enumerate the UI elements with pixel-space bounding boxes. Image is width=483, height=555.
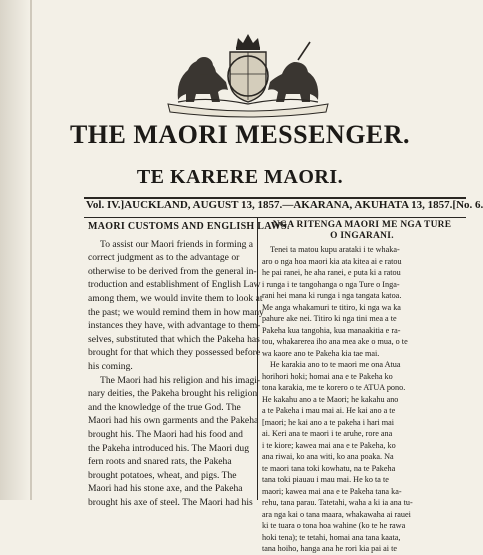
text-line: The Maori had his religion and his imagi- xyxy=(100,374,261,386)
text-line: To assist our Maori friends in forming a xyxy=(100,238,254,250)
text-line: te maori tana toki kowhatu, na te Pakeha xyxy=(262,463,396,473)
maori-column-title xyxy=(262,220,462,242)
newspaper-title: THE MAORI MESSENGER. xyxy=(69,120,411,149)
english-column-title: MAORI CUSTOMS AND ENGLISH LAWS. xyxy=(88,221,290,232)
text-line: Maori had his stone axe, and the Pakeha xyxy=(88,483,243,495)
text-line: Pakeha kua tangohia, kua manaakitia e ra- xyxy=(262,325,401,335)
text-line: a te Pakeha i mau mai ai. He kai ano a te xyxy=(262,406,396,415)
text-line: aro o nga hoa maori kia ata kitea ai e ratou xyxy=(262,256,402,266)
text-line: tona karakia, me te korero o te ATUA pono. xyxy=(262,383,406,392)
dateline xyxy=(84,199,483,217)
text-line: nary deities, the Pakeha brought his religion xyxy=(88,388,258,400)
text-line: the past; we would remind them in how many xyxy=(88,306,264,318)
page-shadow xyxy=(0,0,30,500)
text-line: tou, whakarerea iho ana mea ake o mua, o te xyxy=(262,337,408,346)
text-line: his coming. xyxy=(88,360,133,372)
newspaper-subtitle: TE KARERE MAORI. xyxy=(136,166,344,188)
text-line: horihori hoki; homai ana e te Pakeha ko xyxy=(262,371,393,381)
maori-title-line-2: O INGARANI. xyxy=(330,231,394,241)
text-line: troduction and establishment of English Law xyxy=(88,279,261,291)
text-line: pahure ake nei. Titiro ki nga tini mea a te xyxy=(262,314,397,323)
royal-coat-of-arms-icon xyxy=(148,30,348,114)
english-column xyxy=(88,220,290,509)
text-line: the Pakeha introduced his. The Maori dug xyxy=(88,442,250,454)
text-line: selves, substituted that which the Pakeha has xyxy=(88,333,260,345)
text-line: ana riwai, ko ana witi, ko ana poaka. Na xyxy=(262,452,394,461)
english-date: AUCKLAND, AUGUST 13, 1857. xyxy=(124,199,283,211)
text-line: tana toki piauau i mau mai. He ko ta te xyxy=(262,475,389,484)
text-line: Me anga whakamuri te titiro, ki nga wa ka xyxy=(262,302,401,312)
text-line: brought his axe of steel. The Maori had his xyxy=(88,496,253,508)
column-divider xyxy=(257,218,258,500)
text-line: instances they have, with advantage to them- xyxy=(88,320,261,332)
maori-column-body xyxy=(262,244,462,555)
text-line: [maori; he kai ano a te pakeha i hari mai xyxy=(262,417,395,427)
text-line: brought potatoes, wheat, and pigs. The xyxy=(88,469,237,481)
text-line: tana hoiho, hanga ana he rori kia pai ai te xyxy=(262,544,398,553)
page-fold xyxy=(30,0,32,500)
text-line: Tenei ta matou kupu arataki i te whaka- xyxy=(270,245,400,254)
bottom-rule xyxy=(84,217,466,218)
text-line: ki te tuara o tona hoa wahine (ko te he rawa xyxy=(262,521,406,530)
maori-title-line-1: NGA RITENGA MAORI ME NGA TURE xyxy=(272,220,452,230)
text-line: correct judgment as to the advantage or xyxy=(88,252,240,264)
maori-date: —AKARANA, AKUHATA 13, 1857. xyxy=(282,199,453,211)
text-line: otherwise to be derived from the general in- xyxy=(88,265,257,277)
text-line: i te kiore; kawea mai ana e te Pakeha, ko xyxy=(262,440,396,450)
text-line: brought his. The Maori had his food and xyxy=(88,428,243,440)
text-line: Maori had his own garments and the Pakeha xyxy=(88,415,259,427)
volume-label: Vol. IV.] xyxy=(86,199,125,211)
text-line: hoki tena); te tetahi, homai ana tana kaata, xyxy=(262,532,401,542)
text-line: brought for that which they possessed before xyxy=(88,347,261,359)
text-line: rehu, tana parau. Tatetahi, waha a ki ia ana tu- xyxy=(262,498,413,507)
text-line: maori; kawea mai ana e te Pakeha tana ka- xyxy=(262,486,402,496)
text-line: he pai ranei, he aha ranei, e puta ki a ratou xyxy=(262,268,401,277)
text-line: i runga i te tangohanga o nga Ture o Inga- xyxy=(262,279,400,289)
text-line: and the knowledge of the true God. The xyxy=(88,401,241,413)
text-line: ara nga kai o tana maara, whakawaha ai rauei xyxy=(262,509,411,519)
english-column-body xyxy=(88,238,264,510)
text-line: He karakia ano to te maori me ona Atua xyxy=(270,360,401,369)
text-line: He kakahu ano a te Maori; he kakahu ano xyxy=(262,394,399,404)
issue-number: [No. 6. xyxy=(452,199,483,211)
maori-column xyxy=(262,220,462,555)
text-line: fern roots and snared rats, the Pakeha xyxy=(88,456,232,468)
text-line: ai. Keri ana te maori i te aruhe, rore ana xyxy=(262,429,393,438)
text-line: wa kaore ano te Pakeha kia tae mai. xyxy=(262,348,380,358)
text-line: rani hei mana ki runga i nga tangata katoa. xyxy=(262,291,402,300)
text-line: among them, we would invite them to look at xyxy=(88,292,263,304)
